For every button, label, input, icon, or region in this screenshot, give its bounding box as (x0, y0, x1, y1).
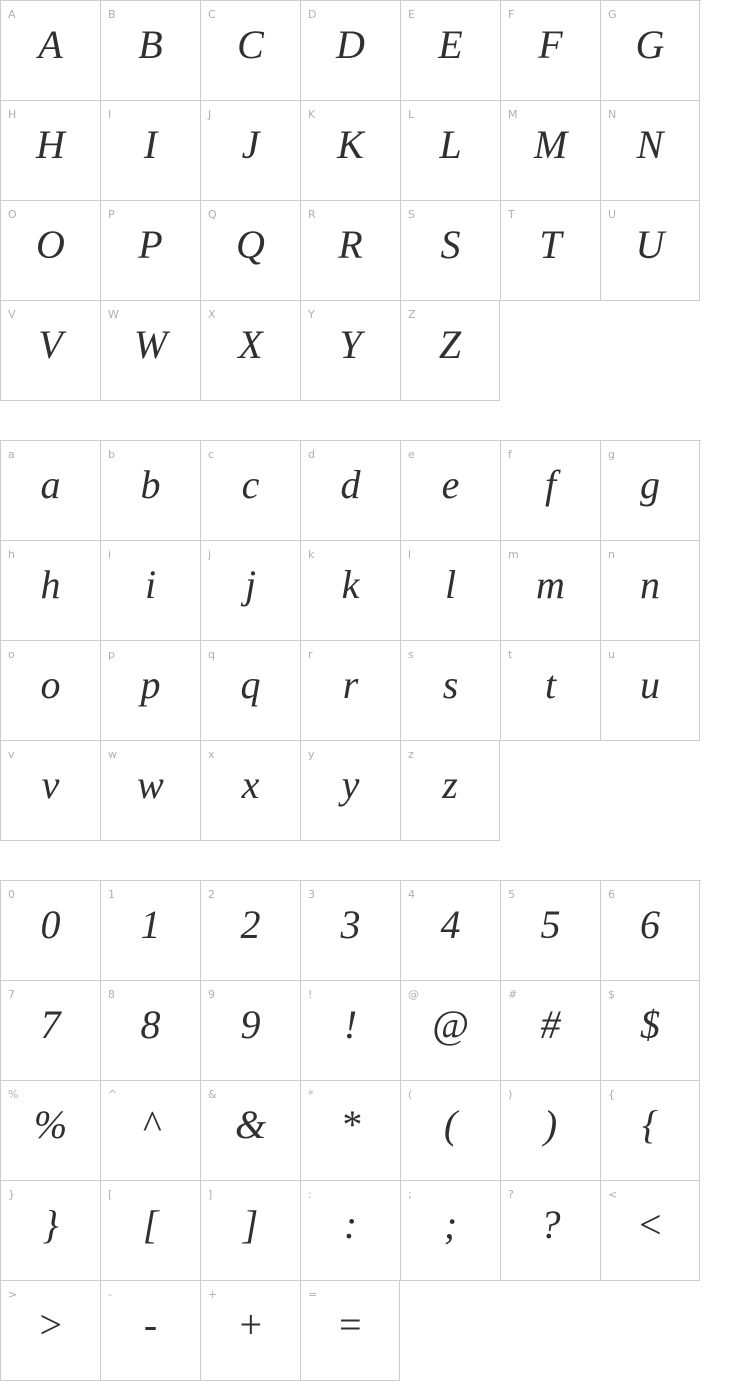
cell-glyph: W (133, 322, 168, 367)
cell-glyph: n (640, 562, 660, 607)
cell-glyph: S (440, 222, 461, 267)
cell-character-label: = (308, 1288, 318, 1301)
cell-glyph: Y (339, 322, 362, 367)
cell-character-label: U (608, 208, 617, 221)
cell-glyph: i (144, 562, 157, 607)
charmap-cell (100, 301, 200, 401)
cell-character-label: C (208, 8, 216, 21)
cell-glyph: J (241, 122, 260, 167)
charmap-cell (600, 441, 700, 541)
cell-character-label: < (608, 1188, 618, 1201)
charmap-row (0, 541, 701, 641)
cell-character-label: J (208, 108, 212, 121)
cell-glyph: r (342, 662, 359, 707)
cell-glyph: N (636, 122, 664, 167)
cell-character-label: y (308, 748, 315, 761)
charmap-cell (500, 881, 600, 981)
cell-glyph: K (337, 122, 364, 167)
cell-character-label: b (108, 448, 115, 461)
cell-glyph: ] (242, 1202, 259, 1247)
charmap-row (0, 1081, 701, 1181)
charmap-cell (300, 881, 400, 981)
cell-character-label: ! (308, 988, 313, 1001)
cell-character-label: 7 (8, 988, 15, 1001)
charmap-cell (100, 981, 200, 1081)
cell-character-label: 0 (8, 888, 15, 901)
cell-character-label: % (8, 1088, 19, 1101)
cell-character-label: I (108, 108, 112, 121)
charmap-cell (600, 541, 700, 641)
cell-character-label: 6 (608, 888, 615, 901)
charmap-cell (0, 641, 100, 741)
cell-character-label: O (8, 208, 17, 221)
cell-glyph: f (544, 462, 557, 507)
cell-glyph: ? (540, 1202, 561, 1247)
charmap-cell (300, 101, 400, 201)
charmap-section-lowercase (0, 440, 701, 841)
charmap-cell (500, 641, 600, 741)
cell-glyph: o (40, 662, 61, 707)
cell-character-label: ) (508, 1088, 513, 1101)
charmap-cell (300, 1181, 400, 1281)
charmap-row (0, 301, 701, 401)
cell-character-label: a (8, 448, 15, 461)
cell-glyph: L (439, 122, 462, 167)
charmap-cell (0, 981, 100, 1081)
charmap-cell (600, 1081, 700, 1181)
cell-glyph: d (340, 462, 361, 507)
cell-character-label: R (308, 208, 316, 221)
cell-character-label: q (208, 648, 215, 661)
cell-glyph: + (237, 1302, 264, 1347)
charmap-row (0, 1281, 701, 1381)
cell-character-label: c (208, 448, 215, 461)
charmap-cell (100, 1281, 200, 1381)
charmap-cell (600, 641, 700, 741)
charmap-cell (400, 741, 500, 841)
charmap-cell (500, 541, 600, 641)
charmap-cell (600, 1, 700, 101)
cell-glyph: 3 (340, 902, 361, 947)
cell-glyph: g (640, 462, 660, 507)
charmap-cell (100, 1081, 200, 1181)
cell-glyph: z (442, 762, 458, 807)
charmap-cell (600, 981, 700, 1081)
cell-character-label: & (208, 1088, 217, 1101)
cell-character-label: > (8, 1288, 18, 1301)
cell-character-label: 1 (108, 888, 115, 901)
cell-character-label: @ (408, 988, 419, 1001)
cell-glyph: X (238, 322, 263, 367)
charmap-cell (0, 301, 100, 401)
charmap-cell (400, 641, 500, 741)
cell-character-label: d (308, 448, 315, 461)
cell-character-label: ^ (108, 1088, 118, 1101)
charmap-cell (100, 101, 200, 201)
charmap-cell (100, 201, 200, 301)
cell-glyph: c (241, 462, 260, 507)
cell-glyph: & (234, 1102, 267, 1147)
cell-glyph: # (540, 1002, 561, 1047)
cell-character-label: r (308, 648, 313, 661)
cell-glyph: V (38, 322, 63, 367)
charmap-cell (200, 1, 300, 101)
charmap-cell (0, 881, 100, 981)
cell-character-label: l (408, 548, 412, 561)
cell-character-label: N (608, 108, 617, 121)
cell-glyph: % (33, 1102, 68, 1147)
cell-glyph: $ (640, 1002, 660, 1047)
cell-character-label: $ (608, 988, 615, 1001)
cell-character-label: o (8, 648, 15, 661)
cell-glyph: a (40, 462, 61, 507)
charmap-cell (300, 641, 400, 741)
cell-glyph: m (536, 562, 565, 607)
charmap-cell (300, 1081, 400, 1181)
charmap-cell (100, 1181, 200, 1281)
cell-character-label: 2 (208, 888, 215, 901)
cell-glyph: x (241, 762, 260, 807)
charmap-row (0, 981, 701, 1081)
cell-character-label: ; (408, 1188, 412, 1201)
charmap-cell (200, 881, 300, 981)
charmap-cell (200, 201, 300, 301)
cell-character-label: - (108, 1288, 112, 1301)
charmap-row (0, 101, 701, 201)
cell-glyph: G (635, 22, 665, 67)
charmap-cell (100, 541, 200, 641)
cell-glyph: 7 (40, 1002, 61, 1047)
charmap-row (0, 201, 701, 301)
cell-glyph: } (42, 1202, 59, 1247)
cell-glyph: R (338, 222, 363, 267)
cell-glyph: T (539, 222, 562, 267)
cell-character-label: 8 (108, 988, 115, 1001)
cell-glyph: C (237, 22, 264, 67)
cell-character-label: M (508, 108, 518, 121)
cell-glyph: ) (543, 1102, 558, 1147)
charmap-cell (200, 641, 300, 741)
cell-character-label: W (108, 308, 119, 321)
charmap-cell (300, 1281, 400, 1381)
cell-character-label: ] (208, 1188, 213, 1201)
cell-glyph: > (37, 1302, 64, 1347)
cell-glyph: u (640, 662, 660, 707)
cell-character-label: { (608, 1088, 615, 1101)
cell-glyph: t (544, 662, 557, 707)
cell-glyph: 2 (240, 902, 261, 947)
cell-character-label: j (208, 548, 212, 561)
cell-character-label: K (308, 108, 316, 121)
cell-glyph: I (143, 122, 158, 167)
cell-glyph: * (340, 1102, 361, 1147)
cell-glyph: Q (236, 222, 265, 267)
charmap-row (0, 441, 701, 541)
charmap-cell (100, 881, 200, 981)
charmap-cell (400, 881, 500, 981)
charmap-cell (500, 441, 600, 541)
cell-character-label: ? (508, 1188, 514, 1201)
cell-glyph: = (336, 1302, 364, 1347)
charmap-cell (400, 301, 500, 401)
charmap-cell (400, 1181, 500, 1281)
cell-glyph: p (140, 662, 161, 707)
cell-character-label: # (508, 988, 518, 1001)
cell-character-label: w (108, 748, 117, 761)
cell-glyph: P (138, 222, 163, 267)
cell-character-label: t (508, 648, 513, 661)
cell-character-label: H (8, 108, 17, 121)
cell-glyph: B (138, 22, 163, 67)
cell-character-label: ( (408, 1088, 413, 1101)
cell-glyph: ^ (142, 1102, 159, 1147)
cell-glyph: h (40, 562, 61, 607)
charmap-cell (600, 881, 700, 981)
charmap-cell (500, 1, 600, 101)
charmap-cell (0, 541, 100, 641)
cell-glyph: k (341, 562, 360, 607)
cell-glyph: M (533, 122, 568, 167)
cell-glyph: E (438, 22, 463, 67)
charmap-cell (500, 1181, 600, 1281)
cell-glyph: y (341, 762, 360, 807)
cell-character-label: F (508, 8, 515, 21)
cell-character-label: f (508, 448, 512, 461)
cell-character-label: P (108, 208, 115, 221)
cell-glyph: s (442, 662, 459, 707)
charmap-row (0, 1, 701, 101)
cell-glyph: 8 (140, 1002, 161, 1047)
charmap-cell (200, 1181, 300, 1281)
cell-glyph: U (635, 222, 665, 267)
charmap-cell (600, 201, 700, 301)
cell-character-label: p (108, 648, 115, 661)
charmap-cell (500, 981, 600, 1081)
cell-character-label: 5 (508, 888, 515, 901)
cell-glyph: e (441, 462, 460, 507)
cell-character-label: G (608, 8, 617, 21)
charmap-cell (200, 1281, 300, 1381)
cell-character-label: E (408, 8, 415, 21)
charmap-cell (100, 441, 200, 541)
charmap-cell (0, 741, 100, 841)
charmap-cell (200, 301, 300, 401)
charmap-cell (600, 101, 700, 201)
cell-glyph: b (140, 462, 161, 507)
cell-glyph: O (36, 222, 65, 267)
cell-character-label: A (8, 8, 16, 21)
charmap-cell (300, 741, 400, 841)
cell-glyph: 6 (640, 902, 660, 947)
cell-glyph: ! (343, 1002, 358, 1047)
charmap-cell (0, 1181, 100, 1281)
cell-glyph: { (642, 1102, 658, 1147)
cell-glyph: ( (443, 1102, 458, 1147)
charmap-cell (400, 1, 500, 101)
cell-character-label: k (308, 548, 315, 561)
cell-character-label: T (508, 208, 515, 221)
charmap-cell (100, 741, 200, 841)
charmap-cell (400, 981, 500, 1081)
cell-glyph: w (137, 762, 164, 807)
charmap-cell (100, 641, 200, 741)
charmap-cell (300, 1, 400, 101)
cell-character-label: i (108, 548, 112, 561)
cell-character-label: S (408, 208, 415, 221)
cell-character-label: L (408, 108, 415, 121)
cell-character-label: m (508, 548, 519, 561)
charmap-section-numerals-and-symbols (0, 880, 701, 1381)
charmap-cell (200, 541, 300, 641)
charmap-row (0, 881, 701, 981)
cell-glyph: 1 (140, 902, 161, 947)
charmap-cell (400, 441, 500, 541)
cell-character-label: [ (108, 1188, 113, 1201)
charmap-cell (600, 1181, 700, 1281)
cell-character-label: V (8, 308, 16, 321)
cell-character-label: + (208, 1288, 218, 1301)
cell-character-label: h (8, 548, 15, 561)
charmap-row (0, 741, 701, 841)
cell-character-label: * (308, 1088, 314, 1101)
cell-character-label: 9 (208, 988, 215, 1001)
cell-glyph: A (38, 22, 63, 67)
charmap-cell (0, 201, 100, 301)
cell-character-label: D (308, 8, 317, 21)
cell-character-label: u (608, 648, 615, 661)
cell-glyph: H (36, 122, 65, 167)
cell-glyph: F (538, 22, 563, 67)
charmap-cell (300, 301, 400, 401)
cell-glyph: ; (443, 1202, 458, 1247)
cell-glyph: - (143, 1302, 158, 1347)
charmap-cell (300, 441, 400, 541)
charmap-cell (0, 1081, 100, 1181)
cell-character-label: e (408, 448, 415, 461)
cell-character-label: x (208, 748, 215, 761)
charmap-section-uppercase (0, 0, 701, 401)
charmap-cell (400, 541, 500, 641)
cell-glyph: D (336, 22, 365, 67)
cell-glyph: @ (432, 1002, 469, 1047)
charmap-cell (200, 441, 300, 541)
cell-glyph: Z (438, 322, 462, 367)
charmap-cell (300, 201, 400, 301)
cell-glyph: v (41, 762, 60, 807)
charmap-cell (200, 1081, 300, 1181)
charmap-cell (100, 1, 200, 101)
charmap-cell (0, 101, 100, 201)
cell-glyph: 5 (540, 902, 561, 947)
cell-glyph: l (444, 562, 457, 607)
cell-character-label: Y (308, 308, 315, 321)
charmap-cell (0, 441, 100, 541)
charmap-cell (500, 1081, 600, 1181)
cell-glyph: 9 (240, 1002, 261, 1047)
charmap-cell (0, 1281, 100, 1381)
cell-glyph: q (240, 662, 261, 707)
cell-character-label: 3 (308, 888, 315, 901)
cell-character-label: s (408, 648, 414, 661)
charmap-cell (0, 1, 100, 101)
charmap-cell (200, 101, 300, 201)
charmap-cell (500, 101, 600, 201)
cell-character-label: B (108, 8, 116, 21)
cell-character-label: 4 (408, 888, 415, 901)
charmap-cell (200, 741, 300, 841)
cell-character-label: n (608, 548, 615, 561)
cell-glyph: : (343, 1202, 358, 1247)
cell-glyph: 0 (40, 902, 61, 947)
cell-glyph: 4 (440, 902, 461, 947)
cell-glyph: < (636, 1202, 664, 1247)
charmap-cell (400, 101, 500, 201)
charmap-cell (300, 541, 400, 641)
cell-character-label: X (208, 308, 216, 321)
cell-glyph: [ (142, 1202, 159, 1247)
charmap-cell (200, 981, 300, 1081)
cell-glyph: j (244, 562, 257, 607)
cell-character-label: v (8, 748, 15, 761)
charmap-cell (300, 981, 400, 1081)
charmap-cell (500, 201, 600, 301)
charmap-row (0, 1181, 701, 1281)
cell-character-label: } (8, 1188, 15, 1201)
charmap-cell (400, 201, 500, 301)
cell-character-label: Z (408, 308, 416, 321)
cell-character-label: z (408, 748, 414, 761)
charmap-cell (400, 1081, 500, 1181)
charmap-row (0, 641, 701, 741)
cell-character-label: g (608, 448, 615, 461)
cell-character-label: Q (208, 208, 217, 221)
cell-character-label: : (308, 1188, 312, 1201)
